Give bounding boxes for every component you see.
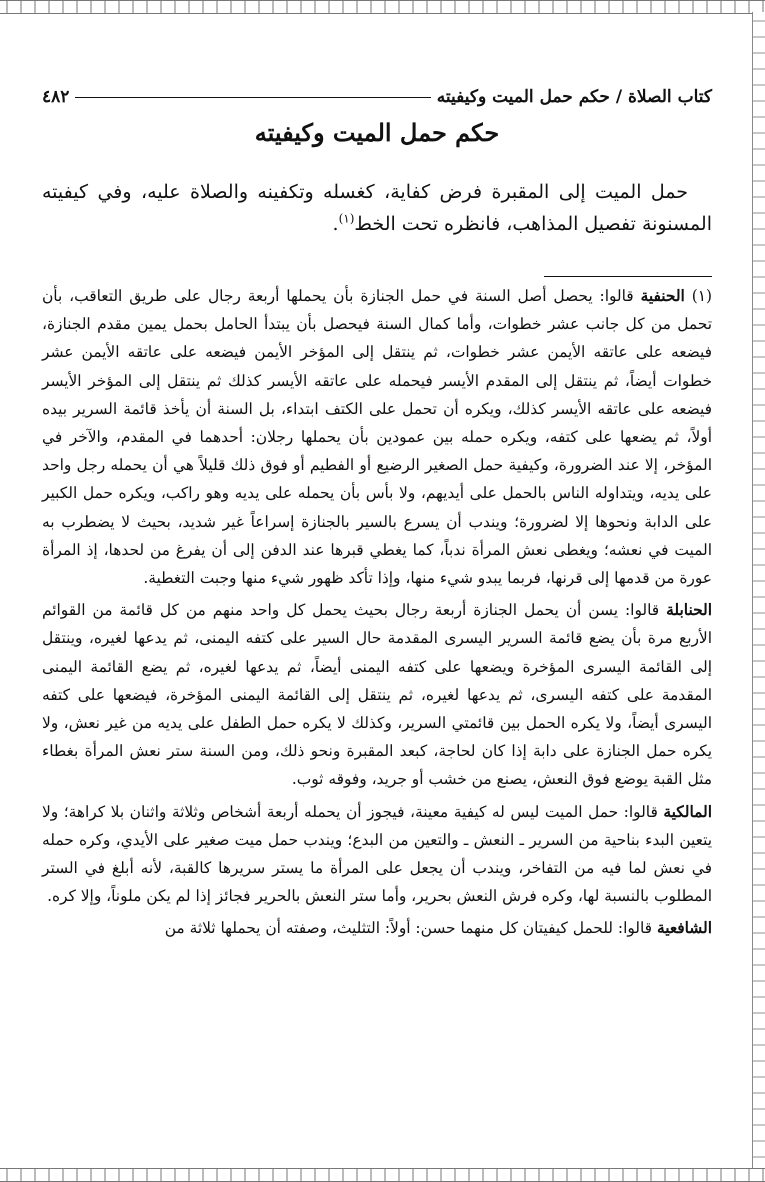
section-title: كتاب الصلاة / حكم حمل الميت وكيفيته <box>436 87 712 107</box>
footnotes <box>42 282 712 947</box>
intro-text: حمل الميت إلى المقبرة فرض كفاية، كغسله وتكفينه والصلاة عليه، وفي كيفيته المسنونة تفصيل المذاهب، فانظره تحت الخط <box>42 181 712 235</box>
footnote-hanbali <box>42 596 712 793</box>
footnote-shafii <box>42 914 712 942</box>
school-name-hanafi: الحنفية <box>640 287 685 305</box>
intro-paragraph <box>42 176 712 240</box>
decorative-border-bottom <box>0 1168 765 1182</box>
book-page <box>42 18 712 1158</box>
footnote-hanafi <box>42 282 712 592</box>
footnote-text-hanafi: قالوا: يحصل أصل السنة في حمل الجنازة بأن يحملها أربعة رجال على طريق التعاقب، بأن تحمل من كل جانب عشر خطوات، وأما كمال السنة فيحصل بأن يبتدأ الحامل بحمل يمين مقدم الجنازة، فيضعه على عاتقه الأيمن عشر خطوات، ثم ينتقل إلى المؤخر الأيمن فيضعه على عاتقه الأيمن عشر خطوات أيضاً، ثم ينتقل إلى المقدم الأيسر فيحمله على عاتقه الأيسر كذلك ثم ينتقل إلى المؤخر الأيسر فيضعه على عاتقه الأيسر كذلك، ويكره أن تحمل على الكتف ابتداء، بل السنة أن يأخذ قائمة السرير بيده أولاً، ثم يضعها على كتفه، ويكره حمله بين عمودين بأن يحملها رجلان: أحدهما في المقدم، والآخر في المؤخر، إلا عند الضرورة، وكيفية حمل الصغير الرضيع أو الفطيم أو فوق ذلك قليلاً هي أن يحمله رجل واحد على يديه، ويتداوله الناس بالحمل على أيديهم، ولا بأس بأن يحمله على يديه وهو راكب، ويكره حمل الكبير على الدابة ونحوها إلا لضرورة؛ ويندب أن يسرع بالسير بالجنازة إسراعاً غير شديد، بحيث لا يضطرب به الميت في نعشه؛ ويغطى نعش المرأة ندباً، كما يغطي قبرها عند الدفن إلى أن يفرغ من لحدها، إذ المرأة عورة من قدمها إلى قرنها، فربما يبدو شيء منها، وإذا تأكد ظهور شيء منها وجبت التغطية. <box>42 287 712 588</box>
footnote-marker[interactable]: (١) <box>338 211 355 226</box>
footnote-maliki <box>42 798 712 911</box>
intro-end: . <box>332 213 339 235</box>
footnote-text-maliki: قالوا: حمل الميت ليس له كيفية معينة، فيجوز أن يحمله أربعة أشخاص وثلاثة واثنان بلا كراهة؛ ولا يتعين البدء بناحية من السرير ـ النعش ـ والتعين من البدع؛ ويندب حمل ميت صغير على الأيدي، وكره حمله في نعش لما فيه من التفاخر، ويندب أن يجعل على المرأة ما يستر سريرها كالقبة، لأنه أبلغ في الستر المطلوب بالنسبة لها، وكره فرش النعش بحرير، وأما ستر النعش بالحرير فجائز إذا لم يكن ملوناً، وإلا كره. <box>42 802 712 906</box>
footnote-separator <box>544 276 712 277</box>
header-rule <box>75 97 430 98</box>
school-name-hanbali: الحنابلة <box>666 601 712 620</box>
page-number: ٤٨٢ <box>42 87 70 107</box>
decorative-border-right <box>752 12 765 1168</box>
chapter-title: حكم حمل الميت وكيفيته <box>254 118 500 147</box>
school-name-maliki: المالكية <box>663 802 712 821</box>
footnote-text-shafii: قالوا: للحمل كيفيتان كل منهما حسن: أولاً: التثليث، وصفته أن يحملها ثلاثة من <box>164 919 657 938</box>
footnote-number: (١) <box>684 287 712 305</box>
decorative-border-top <box>0 0 765 14</box>
footnote-text-hanbali: قالوا: يسن أن يحمل الجنازة أربعة رجال بحيث يحمل كل واحد منهم من كل قائمة من القوائم الأربع مرة بأن يضع قائمة السرير اليسرى المقدمة حال السير على كتفه اليمنى، ثم يدعها لغيره، وينتقل إلى القائمة اليسرى المؤخرة ويضعها على كتفه اليمنى أيضاً، ثم يدعها لغيره، ثم يضع القائمة اليمنى المقدمة على كتفه اليسرى، ثم يدعها لغيره، ثم ينتقل إلى القائمة اليمنى المؤخرة، فيضعها على كتفه اليسرى أيضاً، ولا يكره الحمل بين قائمتي السرير، وكذلك لا يكره حمل الطفل على يديه من غير نعش، ولا يكره حمل الجنازة على دابة إذا كان لحاجة، كبعد المقبرة ونحو ذلك، ومن السنة ستر نعش المرأة بغطاء مثل القبة يوضع فوق النعش، يصنع من خشب أو جريد، وفوقه ثوب. <box>42 601 712 789</box>
running-header <box>42 82 712 112</box>
school-name-shafii: الشافعية <box>656 919 712 938</box>
